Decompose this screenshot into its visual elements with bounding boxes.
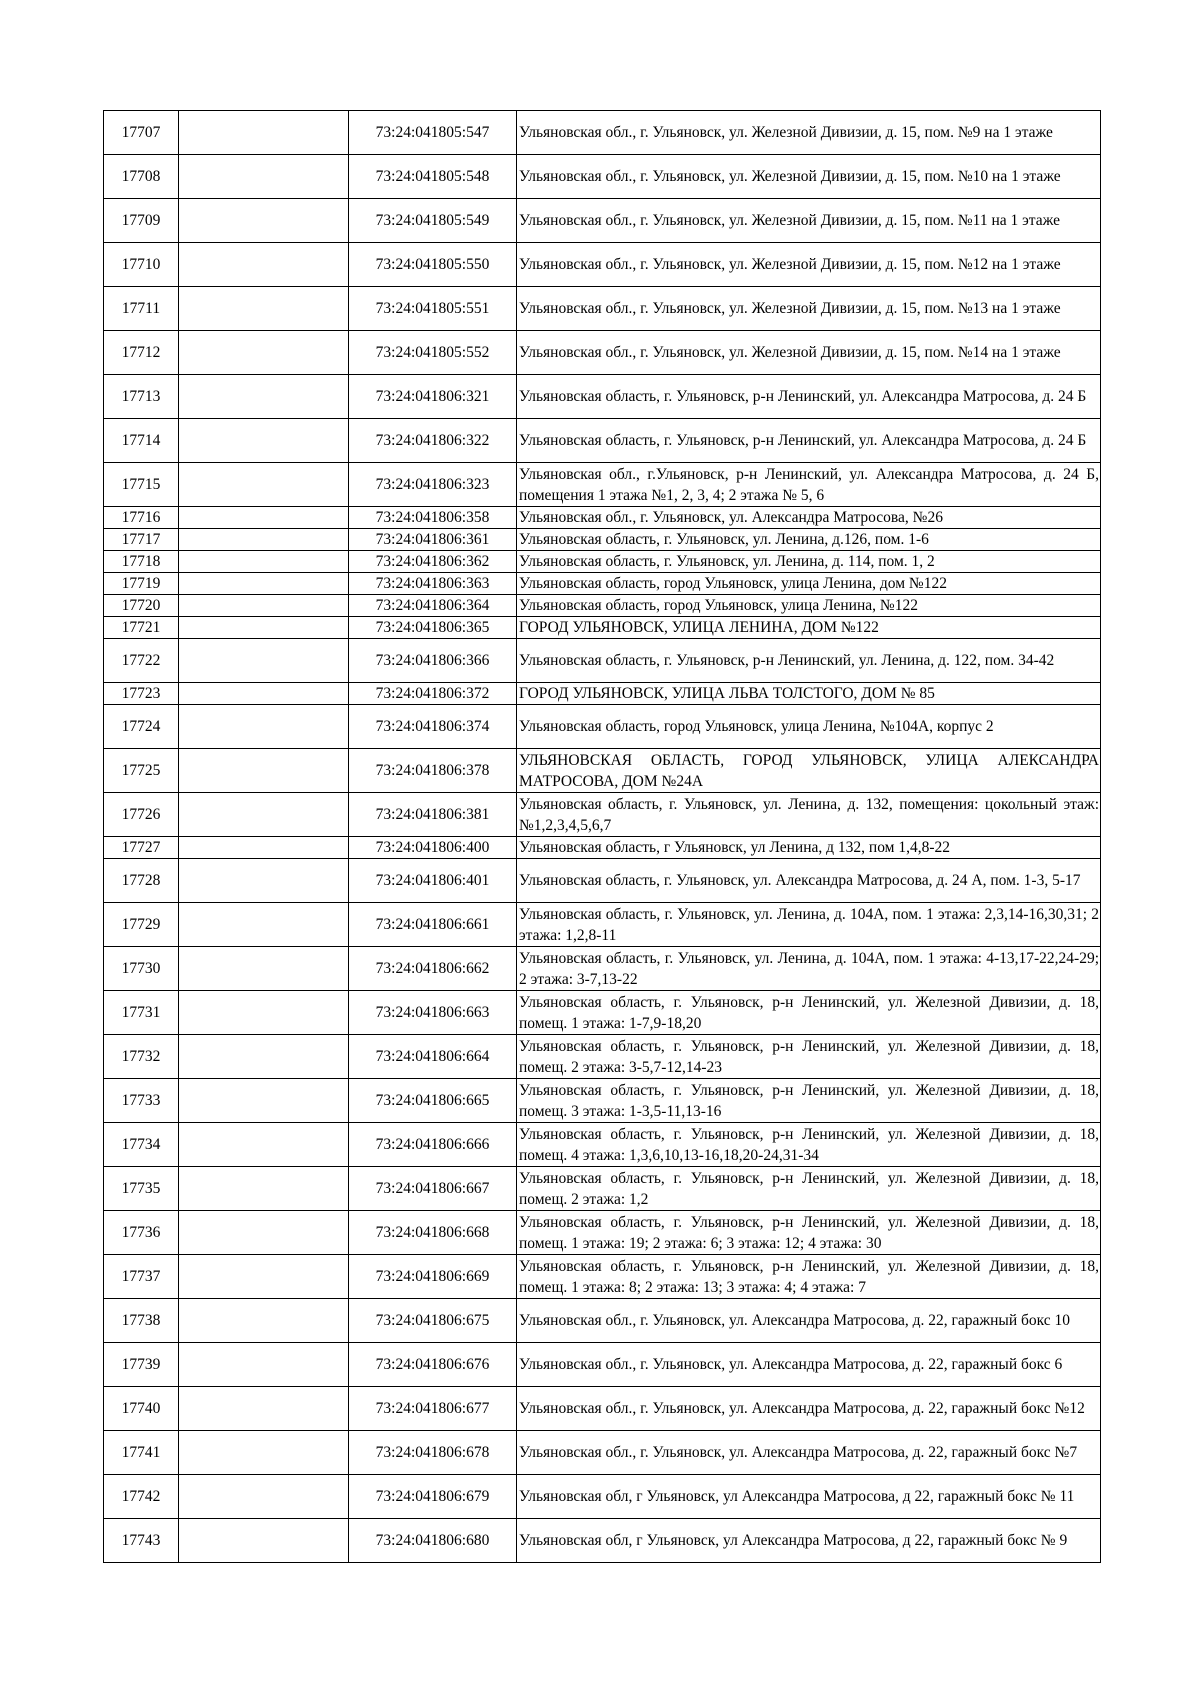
cadastral-number-cell: 73:24:041806:400 [349, 837, 517, 859]
row-number-cell: 17714 [104, 419, 179, 463]
object-name-cell [179, 1387, 349, 1431]
object-name-cell [179, 287, 349, 331]
cadastral-number-cell: 73:24:041806:677 [349, 1387, 517, 1431]
table-row [104, 111, 1101, 155]
table-row [104, 155, 1101, 199]
object-name-cell [179, 991, 349, 1035]
cadastral-number-cell: 73:24:041806:679 [349, 1475, 517, 1519]
table-row [104, 375, 1101, 419]
object-name-cell [179, 331, 349, 375]
row-number-cell: 17733 [104, 1079, 179, 1123]
table-row [104, 749, 1101, 793]
row-number-cell: 17743 [104, 1519, 179, 1563]
address-cell: Ульяновская обл., г. Ульяновск, ул. Александра Матросова, д. 22, гаражный бокс 6 [517, 1343, 1101, 1387]
cadastral-number-cell: 73:24:041805:547 [349, 111, 517, 155]
table-row [104, 1299, 1101, 1343]
cadastral-number-cell: 73:24:041806:381 [349, 793, 517, 837]
table-row [104, 1167, 1101, 1211]
cadastral-number-cell: 73:24:041806:666 [349, 1123, 517, 1167]
address-cell: Ульяновская обл., г. Ульяновск, ул. Железной Дивизии, д. 15, пом. №14 на 1 этаже [517, 331, 1101, 375]
address-cell: Ульяновская область, г. Ульяновск, р-н Ленинский, ул. Железной Дивизии, д. 18, помещ. 3 этажа: 1-3,5-11,13-16 [517, 1079, 1101, 1123]
address-cell: УЛЬЯНОВСКАЯ ОБЛАСТЬ, ГОРОД УЛЬЯНОВСК, УЛИЦА АЛЕКСАНДРА МАТРОСОВА, ДОМ №24А [517, 749, 1101, 793]
address-cell: Ульяновская область, г. Ульяновск, р-н Ленинский, ул. Железной Дивизии, д. 18, помещ. 1 этажа: 1-7,9-18,20 [517, 991, 1101, 1035]
address-cell: Ульяновская обл, г Ульяновск, ул Александра Матросова, д 22, гаражный бокс № 9 [517, 1519, 1101, 1563]
cadastral-number-cell: 73:24:041805:548 [349, 155, 517, 199]
table-row [104, 793, 1101, 837]
object-name-cell [179, 551, 349, 573]
cadastral-number-cell: 73:24:041806:676 [349, 1343, 517, 1387]
table-row [104, 1255, 1101, 1299]
table-row [104, 287, 1101, 331]
address-cell: Ульяновская область, г. Ульяновск, ул. Ленина, д. 132, помещения: цокольный этаж: №1,2,3,4,5,6,7 [517, 793, 1101, 837]
object-name-cell [179, 903, 349, 947]
object-name-cell [179, 1123, 349, 1167]
address-cell: Ульяновская область, г. Ульяновск, р-н Ленинский, ул. Железной Дивизии, д. 18, помещ. 1 этажа: 19; 2 этажа: 6; 3 этажа: 12; 4 этажа: 30 [517, 1211, 1101, 1255]
table-row [104, 991, 1101, 1035]
cadastral-number-cell: 73:24:041805:551 [349, 287, 517, 331]
cadastral-number-cell: 73:24:041805:549 [349, 199, 517, 243]
cadastral-number-cell: 73:24:041806:361 [349, 529, 517, 551]
address-cell: Ульяновская обл., г. Ульяновск, ул. Железной Дивизии, д. 15, пом. №13 на 1 этаже [517, 287, 1101, 331]
row-number-cell: 17722 [104, 639, 179, 683]
table-row [104, 617, 1101, 639]
cadastral-number-cell: 73:24:041806:675 [349, 1299, 517, 1343]
table-row [104, 573, 1101, 595]
row-number-cell: 17720 [104, 595, 179, 617]
table-row [104, 1431, 1101, 1475]
address-cell: Ульяновская область, г. Ульяновск, р-н Ленинский, ул. Железной Дивизии, д. 18, помещ. 1 этажа: 8; 2 этажа: 13; 3 этажа: 4; 4 этажа: 7 [517, 1255, 1101, 1299]
address-cell: Ульяновская область, г. Ульяновск, р-н Ленинский, ул. Железной Дивизии, д. 18, помещ. 2 этажа: 3-5,7-12,14-23 [517, 1035, 1101, 1079]
object-name-cell [179, 837, 349, 859]
address-cell: Ульяновская область, г. Ульяновск, ул. Ленина, д.126, пом. 1-6 [517, 529, 1101, 551]
table-row [104, 1123, 1101, 1167]
object-name-cell [179, 793, 349, 837]
cadastral-number-cell: 73:24:041806:363 [349, 573, 517, 595]
object-name-cell [179, 1299, 349, 1343]
cadastral-number-cell: 73:24:041806:321 [349, 375, 517, 419]
cadastral-number-cell: 73:24:041806:365 [349, 617, 517, 639]
table-row [104, 1035, 1101, 1079]
address-cell: Ульяновская обл., г. Ульяновск, ул. Железной Дивизии, д. 15, пом. №9 на 1 этаже [517, 111, 1101, 155]
object-name-cell [179, 155, 349, 199]
object-name-cell [179, 1255, 349, 1299]
cadastral-number-cell: 73:24:041806:366 [349, 639, 517, 683]
row-number-cell: 17716 [104, 507, 179, 529]
object-name-cell [179, 639, 349, 683]
table-row [104, 199, 1101, 243]
cadastral-number-cell: 73:24:041806:364 [349, 595, 517, 617]
table-row [104, 705, 1101, 749]
registry-table [103, 110, 1101, 1563]
address-cell: Ульяновская область, г Ульяновск, ул Ленина, д 132, пом 1,4,8-22 [517, 837, 1101, 859]
table-row [104, 243, 1101, 287]
table-row [104, 507, 1101, 529]
table-row [104, 529, 1101, 551]
row-number-cell: 17708 [104, 155, 179, 199]
address-cell: ГОРОД УЛЬЯНОВСК, УЛИЦА ЛЬВА ТОЛСТОГО, ДОМ № 85 [517, 683, 1101, 705]
object-name-cell [179, 1035, 349, 1079]
address-cell: Ульяновская обл, г Ульяновск, ул Александра Матросова, д 22, гаражный бокс № 11 [517, 1475, 1101, 1519]
address-cell: Ульяновская обл., г. Ульяновск, ул. Александра Матросова, д. 22, гаражный бокс 10 [517, 1299, 1101, 1343]
row-number-cell: 17738 [104, 1299, 179, 1343]
row-number-cell: 17711 [104, 287, 179, 331]
cadastral-number-cell: 73:24:041806:669 [349, 1255, 517, 1299]
table-row [104, 463, 1101, 507]
registry-body [104, 111, 1101, 1563]
address-cell: Ульяновская обл., г. Ульяновск, ул. Александра Матросова, д. 22, гаражный бокс №7 [517, 1431, 1101, 1475]
address-cell: Ульяновская область, г. Ульяновск, р-н Ленинский, ул. Железной Дивизии, д. 18, помещ. 4 этажа: 1,3,6,10,13-16,18,20-24,31-34 [517, 1123, 1101, 1167]
row-number-cell: 17741 [104, 1431, 179, 1475]
object-name-cell [179, 529, 349, 551]
address-cell: Ульяновская обл., г. Ульяновск, ул. Александра Матросова, д. 22, гаражный бокс №12 [517, 1387, 1101, 1431]
row-number-cell: 17737 [104, 1255, 179, 1299]
address-cell: Ульяновская область, г. Ульяновск, р-н Ленинский, ул. Александра Матросова, д. 24 Б [517, 419, 1101, 463]
object-name-cell [179, 749, 349, 793]
cadastral-number-cell: 73:24:041806:362 [349, 551, 517, 573]
cadastral-number-cell: 73:24:041806:665 [349, 1079, 517, 1123]
table-row [104, 903, 1101, 947]
object-name-cell [179, 1211, 349, 1255]
cadastral-number-cell: 73:24:041806:322 [349, 419, 517, 463]
cadastral-number-cell: 73:24:041806:374 [349, 705, 517, 749]
object-name-cell [179, 859, 349, 903]
object-name-cell [179, 573, 349, 595]
object-name-cell [179, 595, 349, 617]
address-cell: Ульяновская область, г. Ульяновск, р-н Ленинский, ул. Ленина, д. 122, пом. 34-42 [517, 639, 1101, 683]
row-number-cell: 17707 [104, 111, 179, 155]
cadastral-number-cell: 73:24:041806:664 [349, 1035, 517, 1079]
object-name-cell [179, 1475, 349, 1519]
object-name-cell [179, 463, 349, 507]
address-cell: Ульяновская область, город Ульяновск, улица Ленина, дом №122 [517, 573, 1101, 595]
row-number-cell: 17719 [104, 573, 179, 595]
table-row [104, 837, 1101, 859]
address-cell: Ульяновская область, город Ульяновск, улица Ленина, №104А, корпус 2 [517, 705, 1101, 749]
row-number-cell: 17721 [104, 617, 179, 639]
table-row [104, 683, 1101, 705]
object-name-cell [179, 1079, 349, 1123]
table-row [104, 1519, 1101, 1563]
address-cell: Ульяновская обл., г. Ульяновск, ул. Железной Дивизии, д. 15, пом. №12 на 1 этаже [517, 243, 1101, 287]
row-number-cell: 17726 [104, 793, 179, 837]
row-number-cell: 17724 [104, 705, 179, 749]
row-number-cell: 17715 [104, 463, 179, 507]
object-name-cell [179, 683, 349, 705]
cadastral-number-cell: 73:24:041806:401 [349, 859, 517, 903]
row-number-cell: 17732 [104, 1035, 179, 1079]
object-name-cell [179, 947, 349, 991]
row-number-cell: 17729 [104, 903, 179, 947]
address-cell: Ульяновская область, г. Ульяновск, ул. Ленина, д. 114, пом. 1, 2 [517, 551, 1101, 573]
table-row [104, 1387, 1101, 1431]
row-number-cell: 17718 [104, 551, 179, 573]
object-name-cell [179, 199, 349, 243]
row-number-cell: 17709 [104, 199, 179, 243]
object-name-cell [179, 111, 349, 155]
object-name-cell [179, 1519, 349, 1563]
row-number-cell: 17740 [104, 1387, 179, 1431]
object-name-cell [179, 243, 349, 287]
row-number-cell: 17734 [104, 1123, 179, 1167]
table-row [104, 331, 1101, 375]
object-name-cell [179, 705, 349, 749]
cadastral-number-cell: 73:24:041805:552 [349, 331, 517, 375]
cadastral-number-cell: 73:24:041806:372 [349, 683, 517, 705]
cadastral-number-cell: 73:24:041806:662 [349, 947, 517, 991]
row-number-cell: 17723 [104, 683, 179, 705]
address-cell: Ульяновская область, г. Ульяновск, ул. Ленина, д. 104А, пом. 1 этажа: 2,3,14-16,30,31; 2 этажа: 1,2,8-11 [517, 903, 1101, 947]
address-cell: ГОРОД УЛЬЯНОВСК, УЛИЦА ЛЕНИНА, ДОМ №122 [517, 617, 1101, 639]
table-row [104, 1475, 1101, 1519]
cadastral-number-cell: 73:24:041806:667 [349, 1167, 517, 1211]
object-name-cell [179, 1167, 349, 1211]
table-row [104, 419, 1101, 463]
row-number-cell: 17710 [104, 243, 179, 287]
address-cell: Ульяновская область, г. Ульяновск, р-н Ленинский, ул. Александра Матросова, д. 24 Б [517, 375, 1101, 419]
table-row [104, 551, 1101, 573]
table-row [104, 947, 1101, 991]
cadastral-number-cell: 73:24:041805:550 [349, 243, 517, 287]
row-number-cell: 17736 [104, 1211, 179, 1255]
cadastral-number-cell: 73:24:041806:668 [349, 1211, 517, 1255]
cadastral-number-cell: 73:24:041806:358 [349, 507, 517, 529]
table-row [104, 1079, 1101, 1123]
row-number-cell: 17742 [104, 1475, 179, 1519]
cadastral-number-cell: 73:24:041806:680 [349, 1519, 517, 1563]
cadastral-number-cell: 73:24:041806:323 [349, 463, 517, 507]
table-row [104, 595, 1101, 617]
object-name-cell [179, 1431, 349, 1475]
row-number-cell: 17730 [104, 947, 179, 991]
row-number-cell: 17739 [104, 1343, 179, 1387]
object-name-cell [179, 375, 349, 419]
row-number-cell: 17728 [104, 859, 179, 903]
table-row [104, 1211, 1101, 1255]
table-row [104, 859, 1101, 903]
row-number-cell: 17717 [104, 529, 179, 551]
address-cell: Ульяновская обл., г.Ульяновск, р-н Ленинский, ул. Александра Матросова, д. 24 Б, помещения 1 этажа №1, 2, 3, 4; 2 этажа № 5, 6 [517, 463, 1101, 507]
row-number-cell: 17735 [104, 1167, 179, 1211]
object-name-cell [179, 617, 349, 639]
object-name-cell [179, 1343, 349, 1387]
object-name-cell [179, 507, 349, 529]
cadastral-number-cell: 73:24:041806:663 [349, 991, 517, 1035]
row-number-cell: 17713 [104, 375, 179, 419]
table-row [104, 639, 1101, 683]
address-cell: Ульяновская область, г. Ульяновск, ул. Ленина, д. 104А, пом. 1 этажа: 4-13,17-22,24-29; 2 этажа: 3-7,13-22 [517, 947, 1101, 991]
address-cell: Ульяновская обл., г. Ульяновск, ул. Александра Матросова, №26 [517, 507, 1101, 529]
row-number-cell: 17731 [104, 991, 179, 1035]
row-number-cell: 17725 [104, 749, 179, 793]
row-number-cell: 17727 [104, 837, 179, 859]
cadastral-number-cell: 73:24:041806:661 [349, 903, 517, 947]
object-name-cell [179, 419, 349, 463]
cadastral-number-cell: 73:24:041806:678 [349, 1431, 517, 1475]
address-cell: Ульяновская область, город Ульяновск, улица Ленина, №122 [517, 595, 1101, 617]
address-cell: Ульяновская область, г. Ульяновск, р-н Ленинский, ул. Железной Дивизии, д. 18, помещ. 2 этажа: 1,2 [517, 1167, 1101, 1211]
address-cell: Ульяновская обл., г. Ульяновск, ул. Железной Дивизии, д. 15, пом. №11 на 1 этаже [517, 199, 1101, 243]
table-row [104, 1343, 1101, 1387]
cadastral-number-cell: 73:24:041806:378 [349, 749, 517, 793]
row-number-cell: 17712 [104, 331, 179, 375]
address-cell: Ульяновская обл., г. Ульяновск, ул. Железной Дивизии, д. 15, пом. №10 на 1 этаже [517, 155, 1101, 199]
address-cell: Ульяновская область, г. Ульяновск, ул. Александра Матросова, д. 24 А, пом. 1-3, 5-17 [517, 859, 1101, 903]
